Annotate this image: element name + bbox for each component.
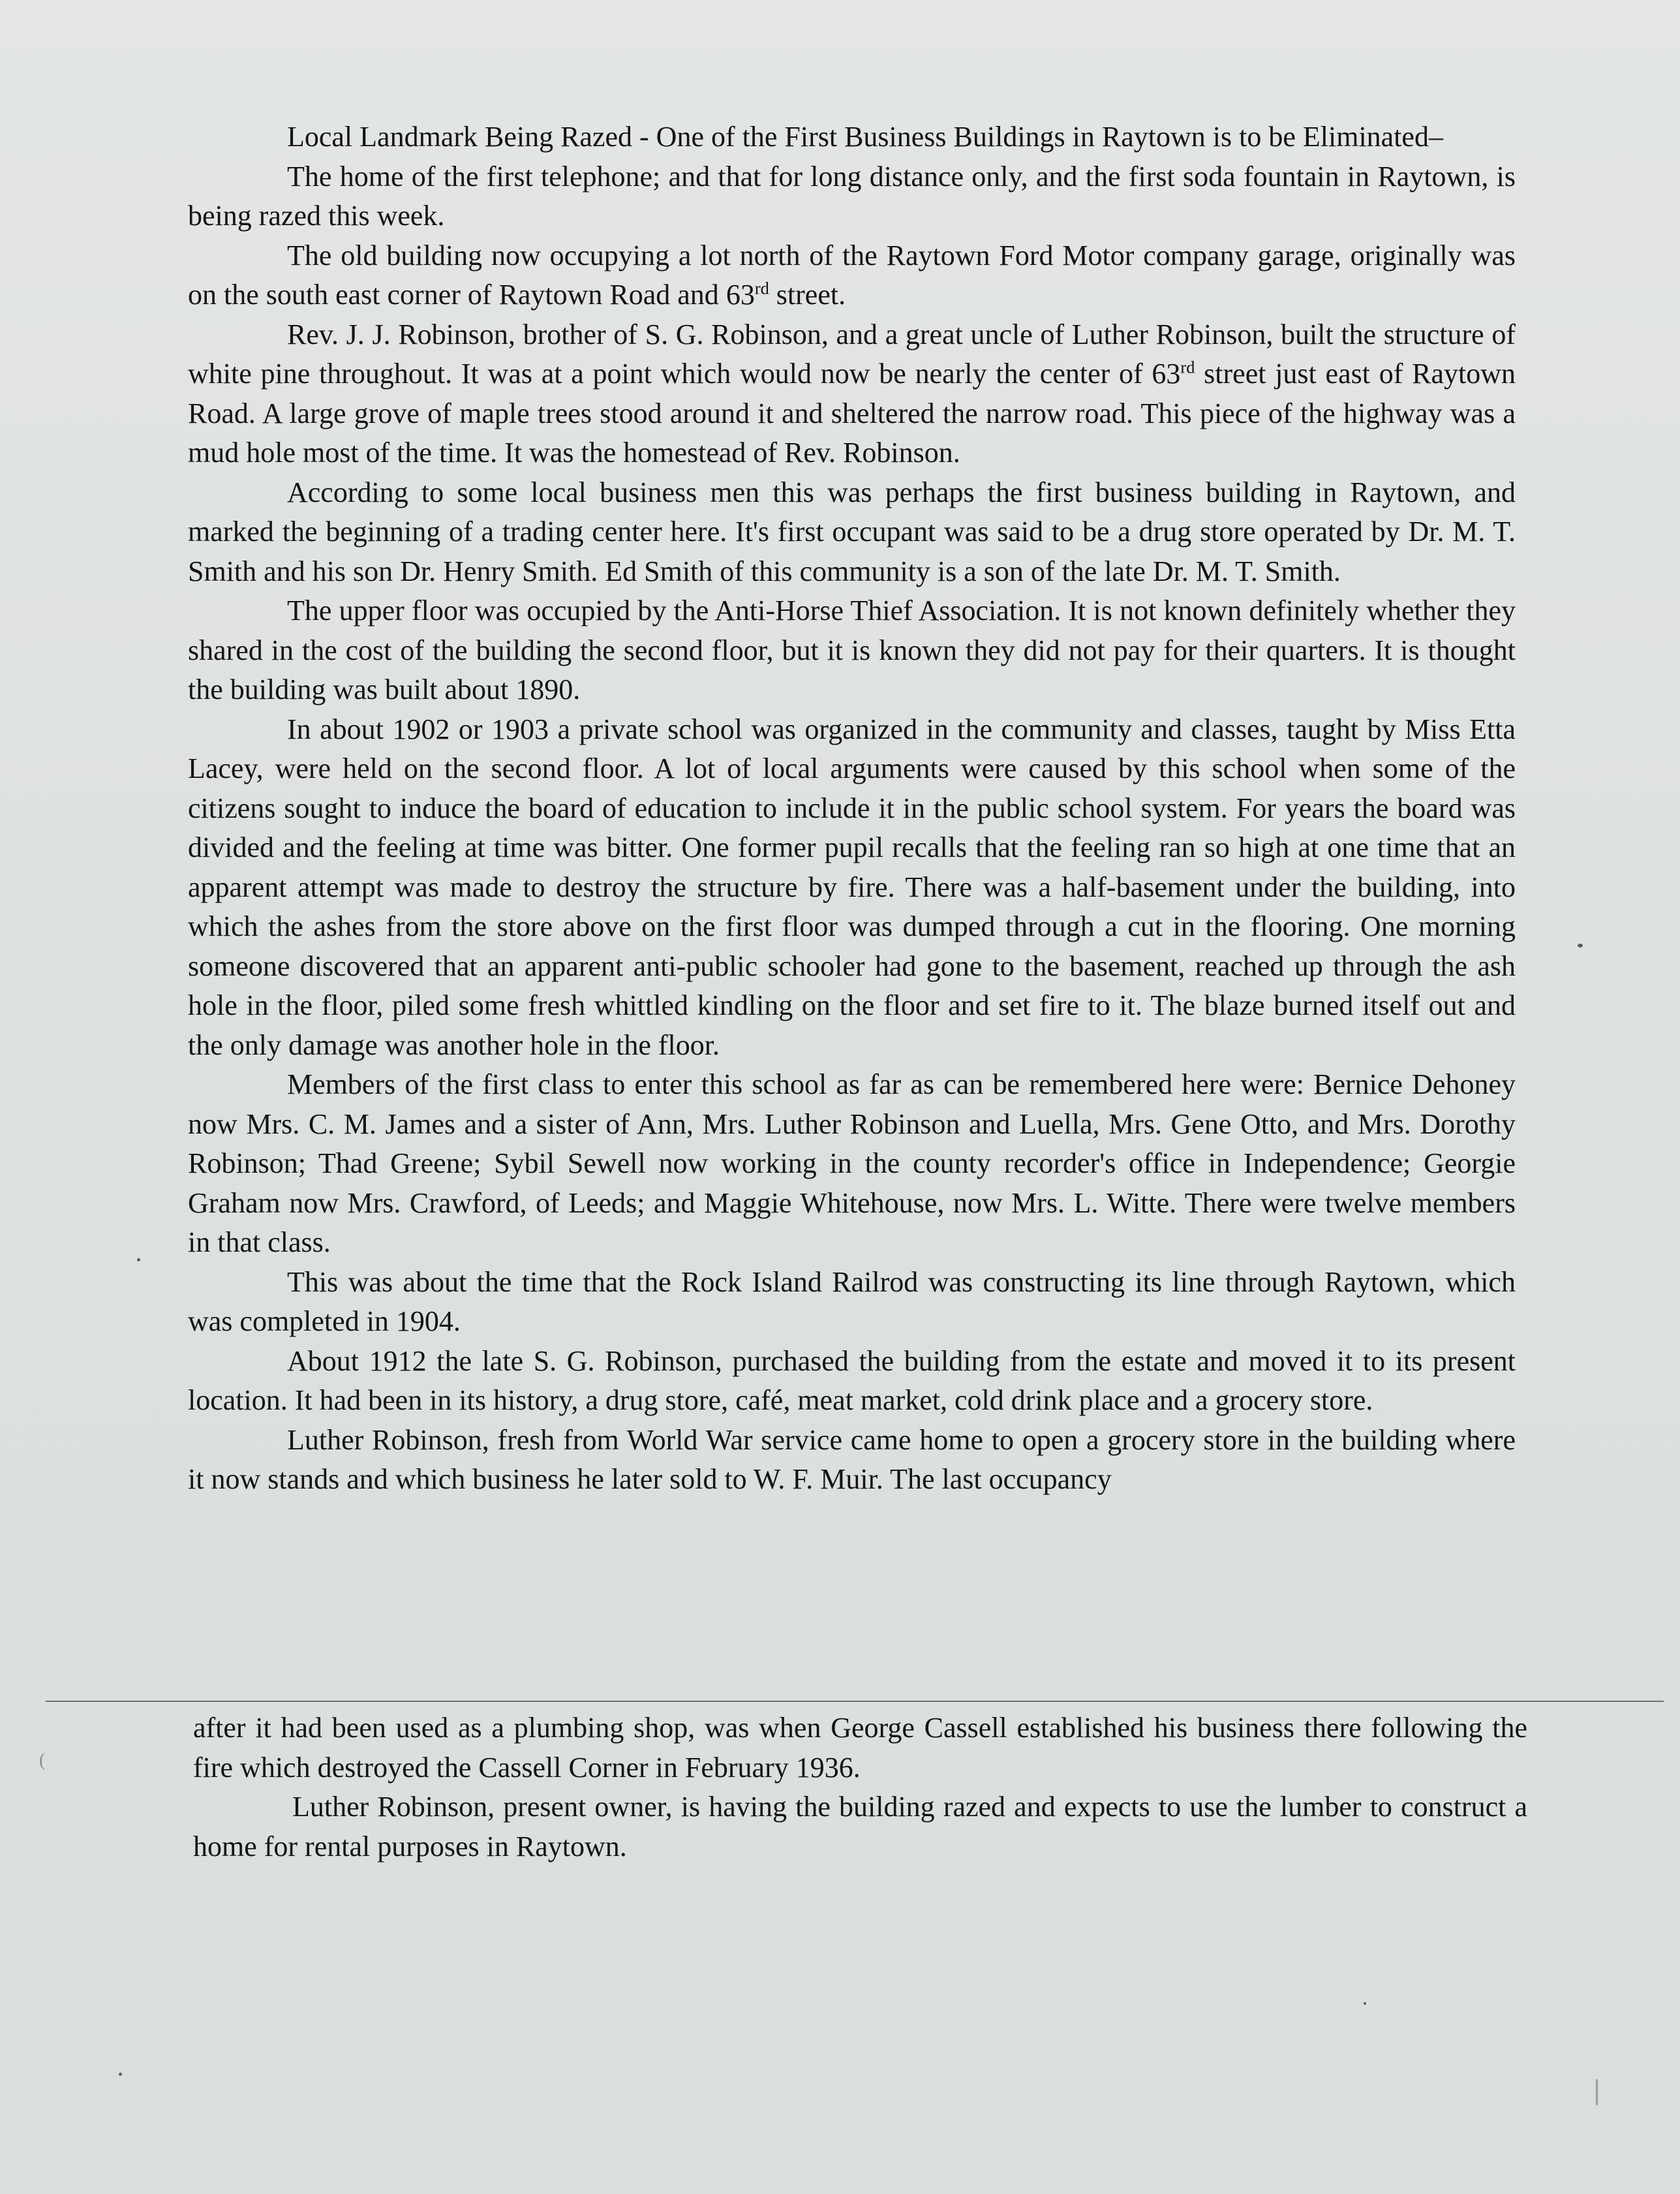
dust-speck: [137, 1258, 140, 1261]
edge-mark: (: [39, 1750, 46, 1770]
article-paragraph: The old building now occupying a lot north of the Raytown Ford Motor company garage, originally was on the south east corner of Raytown Road and 63rd street.: [188, 239, 1516, 311]
article-paragraph: Rev. J. J. Robinson, brother of S. G. Robinson, and a great uncle of Luther Robinson, built the structure of white pine throughout. It was at a point which would now be nearly the center of 63rd street just east of Raytown Road. A large grove of maple trees stood around it and sheltered the narrow road. This piece of the highway was a mud hole most of the time. It was the homestead of Rev. Robinson.: [188, 318, 1516, 469]
article-text-lower: [193, 1708, 1527, 1866]
article-text-upper: [188, 117, 1516, 1500]
article-paragraph: Luther Robinson, present owner, is having the building razed and expects to use the lumber to construct a home for rental purposes in Raytown.: [193, 1791, 1527, 1862]
paste-up-seam: [46, 1701, 1664, 1702]
article-paragraph: Members of the first class to enter this school as far as can be remembered here were: Bernice Dehoney now Mrs. C. M. James and a sister of Ann, Mrs. Luther Robinson and Luella, Mrs. Gene Otto, and Mrs. Dorothy Robinson; Thad Greene; Sybil Sewell now working in the county recorder's office in Independence; Georgie Graham now Mrs. Crawford, of Leeds; and Maggie Whitehouse, now Mrs. L. Witte. There were twelve members in that class.: [188, 1068, 1516, 1258]
article-paragraph: This was about the time that the Rock Island Railrod was constructing its line through Raytown, which was completed in 1904.: [188, 1265, 1516, 1337]
article-paragraph: Luther Robinson, fresh from World War service came home to open a grocery store in the building where it now stands and which business he later sold to W. F. Muir. The last occupancy: [188, 1423, 1516, 1495]
article-paragraph: The home of the first telephone; and that for long distance only, and the first soda fountain in Raytown, is being razed this week.: [188, 160, 1516, 232]
article-headline: Local Landmark Being Razed - One of the First Business Buildings in Raytown is to be Eliminated–: [287, 121, 1443, 153]
dust-speck: [119, 2073, 122, 2076]
article-paragraph: About 1912 the late S. G. Robinson, purchased the building from the estate and moved it to its present location. It had been in its history, a drug store, café, meat market, cold drink place and a grocery store.: [188, 1344, 1516, 1416]
article-paragraph: In about 1902 or 1903 a private school was organized in the community and classes, taught by Miss Etta Lacey, were held on the second floor. A lot of local arguments were caused by this school when some of the citizens sought to induce the board of education to include it in the public school system. For years the board was divided and the feeling at time was bitter. One former pupil recalls that the feeling ran so high at one time that an apparent attempt was made to destroy the structure by fire. There was a half-basement under the building, into which the ashes from the store above on the first floor was dumped through a cut in the flooring. One morning someone discovered that an apparent anti-public schooler had gone to the basement, reached up through the ash hole in the floor, piled some fresh whittled kindling on the floor and set fire to it. The blaze burned itself out and the only damage was another hole in the floor.: [188, 713, 1516, 1061]
dust-speck: [1364, 2002, 1366, 2005]
article-paragraph: The upper floor was occupied by the Anti-Horse Thief Association. It is not known definitely whether they shared in the cost of the building the second floor, but it is known they did not pay for their quarters. It is thought the building was built about 1890.: [188, 595, 1516, 705]
edge-scratch: [1596, 2079, 1598, 2105]
article-paragraph-continued: after it had been used as a plumbing shop, was when George Cassell established his business there following the fire which destroyed the Cassell Corner in February 1936.: [193, 1712, 1527, 1784]
dust-speck: [1578, 944, 1583, 948]
article-paragraph: According to some local business men this was perhaps the first business building in Raytown, and marked the beginning of a trading center here. It's first occupant was said to be a drug store operated by Dr. M. T. Smith and his son Dr. Henry Smith. Ed Smith of this community is a son of the late Dr. M. T. Smith.: [188, 476, 1516, 587]
